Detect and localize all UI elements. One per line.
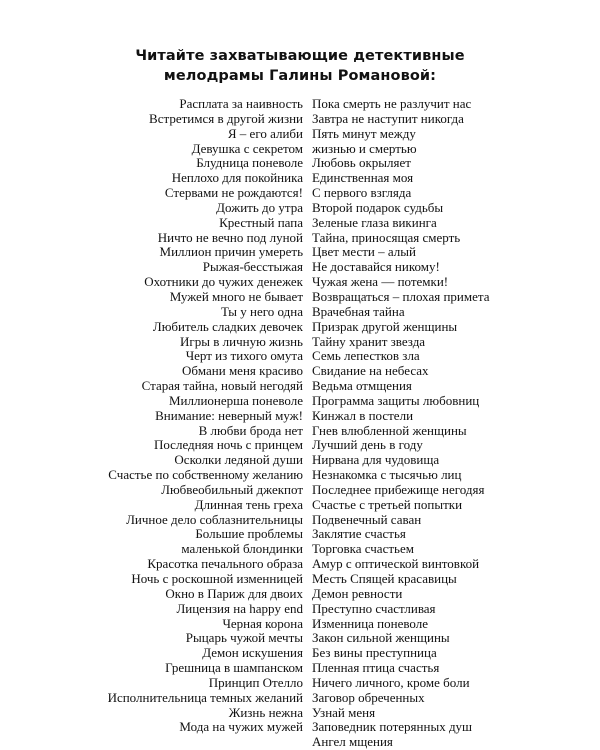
- book-title: Закон сильной женщины: [312, 630, 450, 646]
- book-title: жизнью и смертью: [312, 140, 417, 156]
- book-title: Пленная птица счастья: [312, 660, 440, 676]
- book-title: Любвеобильный джекпот: [161, 481, 303, 497]
- book-title: Призрак другой женщины: [312, 318, 458, 334]
- book-title: Лучший день в году: [312, 437, 423, 453]
- book-title: Второй подарок судьбы: [312, 199, 444, 215]
- book-title: Заповедник потерянных душ: [312, 719, 473, 735]
- book-title: Игры в личную жизнь: [180, 333, 303, 349]
- book-title: Незнакомка с тысячью лиц: [312, 467, 462, 483]
- book-title: Любитель сладких девочек: [152, 318, 303, 334]
- book-title: Мода на чужих мужей: [179, 719, 303, 735]
- book-title: Большие проблемы: [195, 526, 303, 542]
- book-title: Завтра не наступит никогда: [312, 110, 464, 126]
- right-title-list: [312, 97, 490, 750]
- book-title: Встретимся в другой жизни: [149, 110, 303, 126]
- book-title: Дожить до утра: [216, 199, 303, 215]
- book-title: Охотники до чужих денежек: [144, 274, 303, 290]
- book-title: Красотка печального образа: [147, 556, 303, 572]
- book-title: Подвенечный саван: [312, 511, 422, 527]
- book-title: Не доставайся никому!: [312, 259, 440, 275]
- book-title: Зеленые глаза викинга: [312, 214, 437, 230]
- book-title: Пять минут между: [312, 125, 416, 141]
- book-title: Врачебная тайна: [312, 303, 405, 319]
- book-title: Месть Спящей красавицы: [312, 571, 457, 586]
- book-title: Изменница поневоле: [312, 615, 429, 631]
- book-title: Блудница поневоле: [196, 155, 303, 171]
- book-title: Чужая жена — потемки!: [312, 274, 449, 290]
- book-title: Демон искушения: [202, 645, 303, 661]
- book-title: Стервами не рождаются!: [164, 185, 303, 201]
- book-title: Осколки ледяной души: [174, 452, 303, 468]
- book-title: Любовь окрыляет: [312, 155, 411, 171]
- book-title: Ведьма отмщения: [312, 378, 412, 394]
- book-title: Счастье по собственному желанию: [108, 467, 303, 483]
- book-title: Амур с оптической винтовкой: [312, 556, 480, 572]
- book-title: Ангел мщения: [312, 734, 393, 750]
- book-title: Миллион причин умереть: [159, 244, 303, 260]
- book-title: Свидание на небесах: [312, 363, 429, 379]
- book-title: Заговор обреченных: [312, 689, 425, 705]
- book-title: Исполнительница темных желаний: [107, 689, 303, 705]
- book-title: Возвращаться – плохая примета: [312, 288, 490, 304]
- book-title: Я – его алиби: [227, 125, 303, 141]
- book-title: Кинжал в постели: [312, 407, 414, 423]
- book-title: Ничего личного, кроме боли: [312, 674, 470, 690]
- book-title: Последнее прибежище негодяя: [312, 481, 485, 497]
- book-title: Счастье с третьей попытки: [312, 496, 463, 512]
- book-title: Девушка с секретом: [191, 140, 303, 156]
- book-title: Программа защиты любовниц: [312, 392, 480, 408]
- book-title: Нирвана для чудовища: [312, 452, 440, 468]
- book-title: Без вины преступница: [312, 645, 437, 661]
- book-title: Демон ревности: [312, 585, 403, 601]
- book-title: Торговка счастьем: [312, 541, 414, 557]
- book-title: Тайна, приносящая смерть: [312, 229, 461, 245]
- left-title-list: [108, 97, 303, 735]
- book-title: Неплохо для покойника: [171, 170, 303, 186]
- book-title: Черт из тихого омута: [185, 348, 303, 364]
- heading-line-1: Читайте захватывающие детективные: [135, 48, 465, 64]
- book-title: Лицензия на happy end: [176, 600, 303, 616]
- book-title: Ночь с роскошной изменницей: [131, 571, 303, 586]
- book-title: Принцип Отелло: [208, 674, 303, 690]
- book-title: Тайну хранит звезда: [312, 333, 426, 349]
- book-title: Пока смерть не разлучит нас: [312, 96, 472, 111]
- book-title: Обмани меня красиво: [182, 363, 303, 379]
- book-title: В любви брода нет: [198, 422, 303, 438]
- book-title: Рыцарь чужой мечты: [185, 630, 303, 646]
- book-title: Окно в Париж для двоих: [165, 585, 303, 601]
- book-title: С первого взгляда: [312, 185, 412, 201]
- book-title: маленькой блондинки: [181, 541, 303, 557]
- book-title: Цвет мести – алый: [312, 244, 416, 260]
- book-title: Расплата за наивность: [179, 96, 303, 111]
- book-title: Длинная тень греха: [194, 496, 303, 512]
- book-title: Ты у него одна: [221, 303, 303, 319]
- book-title: Последняя ночь с принцем: [153, 437, 303, 453]
- book-title: Узнай меня: [312, 704, 376, 720]
- book-title: Семь лепестков зла: [312, 348, 420, 364]
- book-title: Жизнь нежна: [228, 704, 303, 720]
- book-title: Личное дело соблазнительницы: [126, 511, 303, 527]
- book-title: Мужей много не бывает: [169, 288, 303, 304]
- book-title: Миллионерша поневоле: [168, 392, 303, 408]
- book-title: Внимание: неверный муж!: [155, 407, 303, 423]
- page-heading: [0, 46, 600, 86]
- heading-line-2: мелодрамы Галины Романовой:: [163, 68, 437, 84]
- book-title: Черная корона: [222, 615, 303, 631]
- book-title: Грешница в шампанском: [165, 660, 303, 676]
- book-title: Заклятие счастья: [312, 526, 406, 542]
- book-title: Крестный папа: [219, 214, 303, 230]
- book-title: Ничто не вечно под луной: [157, 229, 303, 245]
- book-title: Преступно счастливая: [312, 600, 436, 616]
- book-title: Гнев влюбленной женщины: [312, 422, 467, 438]
- book-title: Рыжая-бесстыжая: [202, 259, 303, 275]
- book-title: Старая тайна, новый негодяй: [141, 378, 303, 394]
- book-title: Единственная моя: [312, 170, 414, 186]
